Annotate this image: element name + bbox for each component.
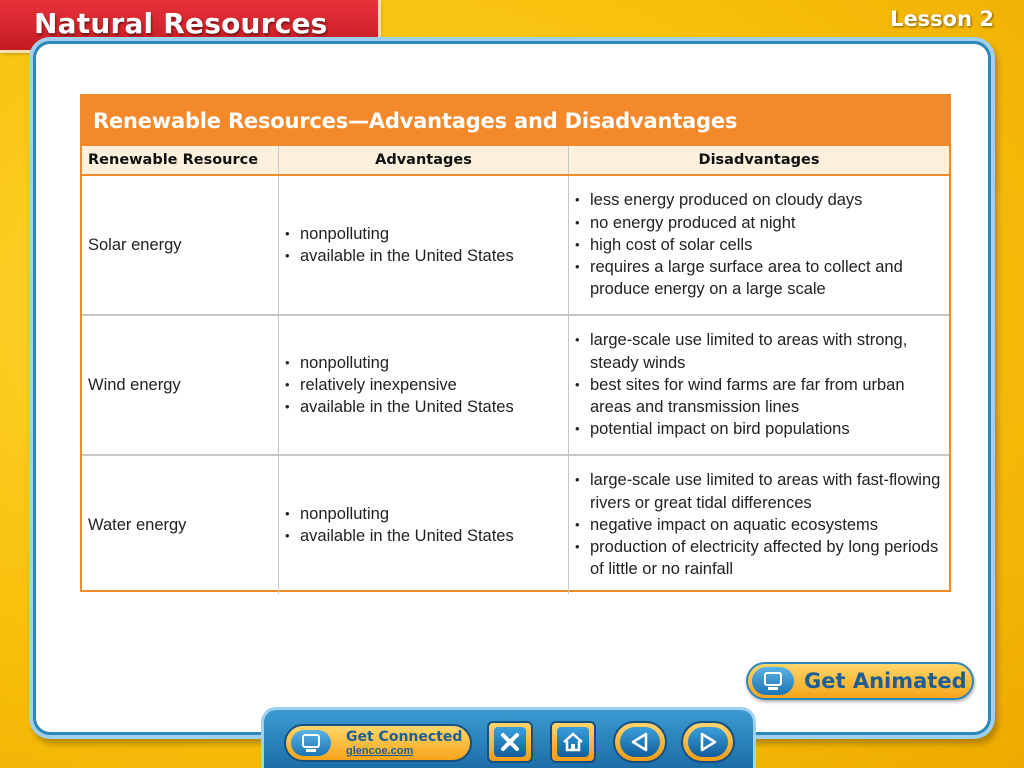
disadvantages-cell <box>569 456 949 594</box>
list-item: • relatively inexpensive <box>285 374 514 396</box>
list-item: • less energy produced on cloudy days <box>575 189 941 211</box>
list-item: • negative impact on aquatic ecosystems <box>575 514 941 536</box>
close-icon <box>499 731 521 753</box>
title-tab <box>0 0 378 50</box>
table-header <box>82 146 949 176</box>
list-item: • high cost of solar cells <box>575 234 941 256</box>
resource-cell: Solar energy <box>82 176 279 314</box>
resource-cell: Water energy <box>82 456 279 594</box>
list-item: • potential impact on bird populations <box>575 418 941 440</box>
get-animated-button[interactable] <box>746 662 974 700</box>
arrow-right-icon <box>697 731 719 753</box>
column-header-resource: Renewable Resource <box>82 146 279 174</box>
table-row <box>82 176 949 316</box>
resource-cell: Wind energy <box>82 316 279 454</box>
next-button[interactable] <box>681 721 735 763</box>
list-item: • best sites for wind farms are far from urban areas and transmission lines <box>575 374 941 418</box>
list-item: • no energy produced at night <box>575 212 941 234</box>
column-header-disadvantages: Disadvantages <box>698 152 820 168</box>
resources-table <box>80 94 951 592</box>
list-item: • available in the United States <box>285 396 514 418</box>
disadvantages-cell <box>569 176 949 314</box>
column-header-advantages: Advantages <box>279 146 569 174</box>
table-row <box>82 316 949 456</box>
arrow-left-icon <box>629 731 651 753</box>
home-button[interactable] <box>550 721 596 763</box>
computer-icon <box>752 667 794 695</box>
page-title: Natural Resources <box>34 7 328 40</box>
list-item: • requires a large surface area to collect and produce energy on a large scale <box>575 256 941 300</box>
disadvantages-cell <box>569 316 949 454</box>
glencoe-link[interactable]: glencoe.com <box>346 745 414 757</box>
list-item: • large-scale use limited to areas with fast-flowing rivers or great tidal differences <box>575 469 941 513</box>
table-title: Renewable Resources—Advantages and Disadvantages <box>82 96 949 146</box>
computer-icon <box>291 730 331 756</box>
list-item: • available in the United States <box>285 245 514 267</box>
get-connected-button[interactable] <box>284 724 472 762</box>
list-item: • nonpolluting <box>285 503 514 525</box>
list-item: • nonpolluting <box>285 223 514 245</box>
list-item: • nonpolluting <box>285 352 514 374</box>
lesson-label: Lesson 2 <box>890 7 994 31</box>
advantages-cell <box>279 176 569 314</box>
get-connected-label: Get Connected <box>346 729 463 745</box>
home-icon <box>561 731 585 753</box>
advantages-cell <box>279 316 569 454</box>
table-row <box>82 456 949 594</box>
list-item: • large-scale use limited to areas with strong, steady winds <box>575 329 941 373</box>
get-animated-label: Get Animated <box>804 669 967 693</box>
previous-button[interactable] <box>613 721 667 763</box>
advantages-cell <box>279 456 569 594</box>
close-button[interactable] <box>487 721 533 763</box>
list-item: • available in the United States <box>285 525 514 547</box>
list-item: • production of electricity affected by long periods of little or no rainfall <box>575 536 941 580</box>
